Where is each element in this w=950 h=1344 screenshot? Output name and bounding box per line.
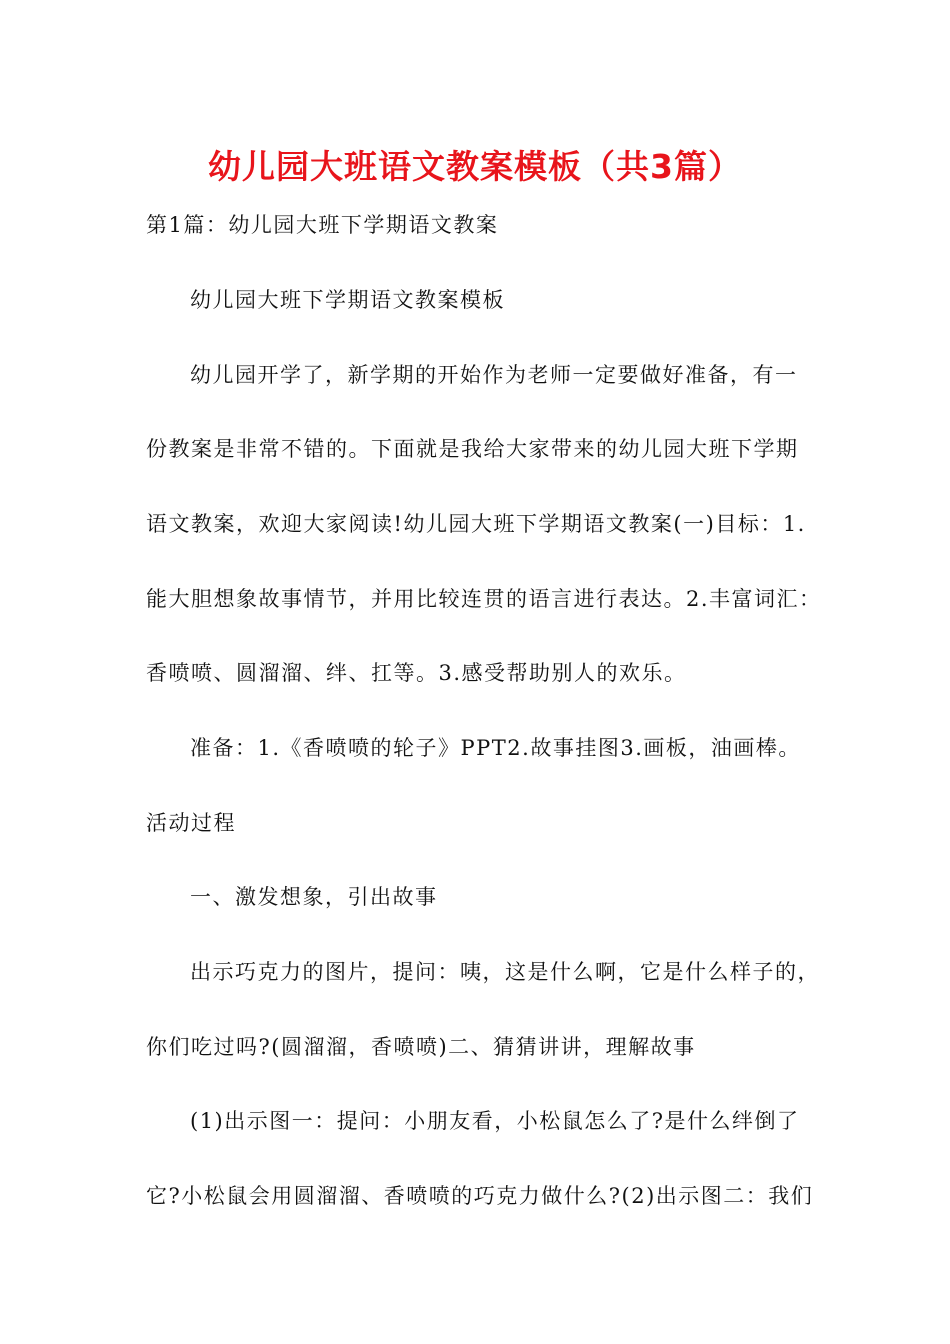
section-heading: 第1篇：幼儿园大班下学期语文教案 <box>146 213 499 237</box>
paragraph-line: 能大胆想象故事情节，并用比较连贯的语言进行表达。2.丰富词汇： <box>146 587 822 611</box>
paragraph-line: 出示巧克力的图片，提问：咦，这是什么啊，它是什么样子的， <box>190 960 820 984</box>
document-title: 幼儿园大班语文教案模板（共3篇） <box>208 147 742 186</box>
paragraph-line: 活动过程 <box>146 811 236 835</box>
paragraph-line: 一、激发想象，引出故事 <box>190 885 438 909</box>
paragraph-line: 幼儿园开学了，新学期的开始作为老师一定要做好准备，有一 <box>190 363 798 387</box>
paragraph-line: 幼儿园大班下学期语文教案模板 <box>190 288 505 312</box>
paragraph-line: 语文教案，欢迎大家阅读!幼儿园大班下学期语文教案(一)目标：1. <box>146 512 806 536</box>
paragraph-line: 它?小松鼠会用圆溜溜、香喷喷的巧克力做什么?(2)出示图二：我们 <box>146 1184 814 1208</box>
paragraph-line: 你们吃过吗?(圆溜溜，香喷喷)二、猜猜讲讲，理解故事 <box>146 1035 696 1059</box>
paragraph-line: 份教案是非常不错的。下面就是我给大家带来的幼儿园大班下学期 <box>146 437 799 461</box>
paragraph-line: 准备：1.《香喷喷的轮子》PPT2.故事挂图3.画板，油画棒。 <box>190 736 801 760</box>
paragraph-line: 香喷喷、圆溜溜、绊、扛等。3.感受帮助别人的欢乐。 <box>146 661 687 685</box>
paragraph-line: (1)出示图一：提问：小朋友看，小松鼠怎么了?是什么绊倒了 <box>190 1109 800 1133</box>
